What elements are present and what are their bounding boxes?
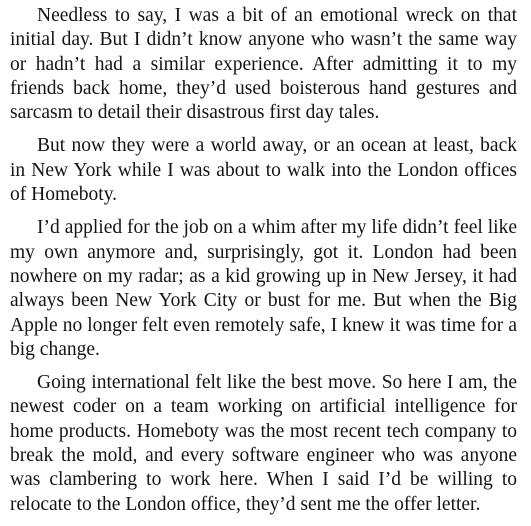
paragraph-4: Going international felt like the best move. So here I am, the newest coder on a team working on artificial intelligence for home products. Homeboty was the most recent tech company to break the mold, and every software engineer who was anyone was clambering to work here. When I said I’d be willing to relocate to the London office, they’d sent me the offer letter. <box>10 372 517 515</box>
document-page <box>10 4 517 526</box>
paragraph-2: But now they were a world away, or an ocean at least, back in New York while I was about to walk into the London offices of Homeboty. <box>10 135 517 206</box>
paragraph-1: Needless to say, I was a bit of an emotional wreck on that initial day. But I didn’t know anyone who wasn’t the same way or hadn’t had a similar experience. After admitting it to my friends back home, they’d used boisterous hand gestures and sarcasm to detail their disastrous first day tales. <box>10 5 517 124</box>
paragraph-3: I’d applied for the job on a whim after my life didn’t feel like my own anymore and, surprisingly, got it. London had been nowhere on my radar; as a kid growing up in New Jersey, it had always been New York City or bust for me. But when the Big Apple no longer felt even remotely safe, I knew it was time for a big change. <box>10 217 517 360</box>
